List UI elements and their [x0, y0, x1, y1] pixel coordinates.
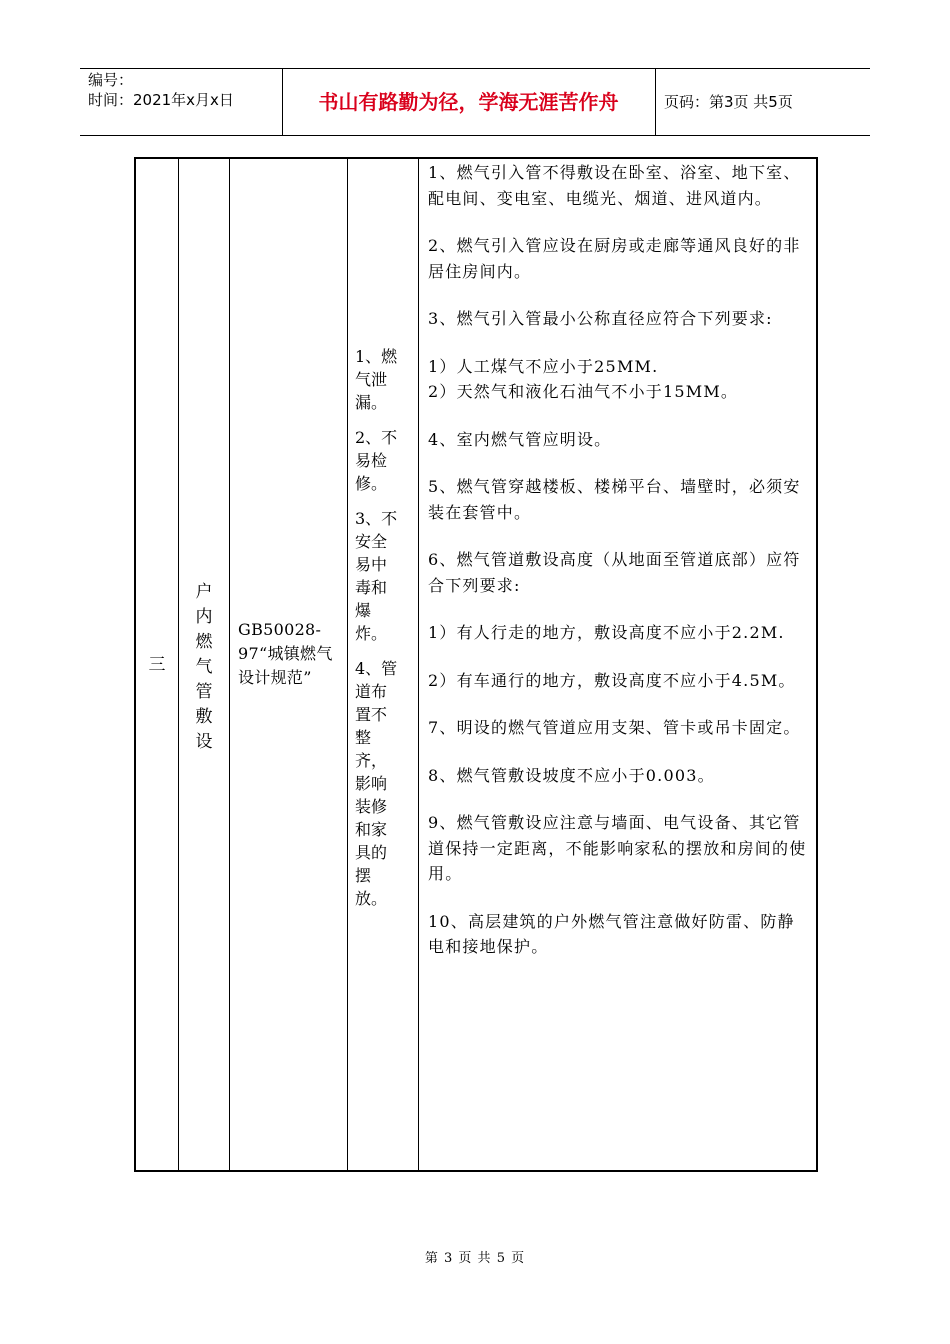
requirement-item: 5、燃气管穿越楼板、楼梯平台、墙壁时，必须安装在套管中。 [428, 477, 801, 522]
requirement-item: 1、燃气引入管不得敷设在卧室、浴室、地下室、配电间、变电室、电缆光、烟道、进风道内。 [428, 163, 801, 208]
problem-item: 2、不 易检 修。 [355, 428, 398, 493]
requirement-item: 9、燃气管敷设应注意与墙面、电气设备、其它管道保持一定距离，不能影响家私的摆放和房间的使用。 [428, 813, 807, 883]
problem-item: 4、管 道布 置不 整 齐， 影响 装修 和家 具的 摆 放。 [355, 659, 398, 908]
header-meta [88, 70, 234, 110]
requirement-item: 3、燃气引入管最小公称直径应符合下列要求: [428, 309, 773, 328]
serial-label: 编号： [88, 71, 134, 89]
row-number: 三 [148, 655, 166, 675]
requirement-subitem: 1）人工煤气不应小于25MM. [428, 356, 659, 376]
problem-item: 3、不 安全 易中 毒和 爆 炸。 [355, 509, 398, 643]
requirement-item: 8、燃气管敷设坡度不应小于0.003。 [428, 765, 715, 785]
problems-cell [355, 345, 407, 922]
requirements-cell [428, 160, 808, 982]
requirement-subitem: 2）有车通行的地方，敷设高度不应小于4.5M。 [428, 670, 796, 690]
category-cell: 户 内 燃 气 管 敷 设 [195, 582, 213, 752]
requirement-item: 4、室内燃气管应明设。 [428, 429, 612, 449]
header-page-info: 页码：第3页 共5页 [664, 93, 793, 111]
page-footer: 第 3 页 共 5 页 [424, 1251, 526, 1266]
requirement-subitem: 2）天然气和液化石油气不小于15MM。 [428, 382, 739, 401]
header-top-rule [80, 68, 870, 69]
problem-item: 1、燃 气泄 漏。 [355, 347, 398, 412]
header-divider [655, 68, 656, 135]
requirement-item: 6、燃气管道敷设高度（从地面至管道底部）应符合下列要求: [428, 550, 801, 595]
requirement-item: 10、高层建筑的户外燃气管注意做好防雷、防静电和接地保护。 [428, 911, 795, 956]
header-bottom-rule [80, 135, 870, 136]
column-divider [178, 159, 179, 1170]
column-divider [229, 159, 230, 1170]
requirement-subitem: 1）有人行走的地方，敷设高度不应小于2.2M. [428, 623, 785, 642]
column-divider [418, 159, 419, 1170]
requirement-item: 7、明设的燃气管道应用支架、管卡或吊卡固定。 [428, 718, 801, 737]
requirement-item: 2、燃气引入管应设在厨房或走廊等通风良好的非居住房间内。 [428, 236, 801, 281]
column-divider [347, 159, 348, 1170]
standard-cell: GB50028-97“城镇燃气设计规范” [238, 620, 333, 687]
date-line: 时间：2021年x月x日 [88, 91, 234, 109]
header-motto: 书山有路勤为径，学海无涯苦作舟 [318, 90, 619, 114]
